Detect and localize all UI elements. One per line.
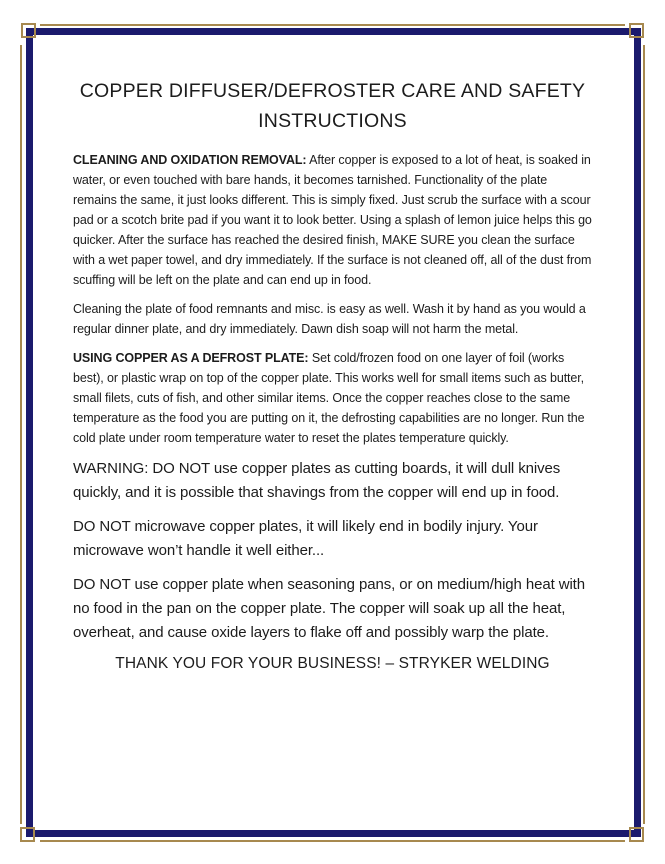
border-corner-ornament-bottom-left (20, 827, 35, 842)
closing-line: THANK YOU FOR YOUR BUSINESS! – STRYKER WELDING (115, 655, 550, 672)
border-corner-ornament-bottom-right (629, 827, 644, 842)
paragraph: USING COPPER AS A DEFROST PLATE: Set cold/frozen food on one layer of foil (works best), or plastic wrap on top of the copper plate. This works well for small items such as butter, small filets, cuts of fish, and other similar items. Once the copper reaches close to the same temperature as the food you are putting on it, the defrosting capabilities are no longer. Run the cold plate under room temperature water to reset the plates temperature quickly. (73, 351, 585, 445)
document-title (73, 76, 592, 136)
paragraph: DO NOT microwave copper plates, it will likely end in bodily injury. Your microwave won’t handle it well either... (73, 518, 538, 559)
paragraph-lead: USING COPPER AS A DEFROST PLATE: (73, 351, 309, 365)
paragraph: DO NOT use copper plate when seasoning pans, or on medium/high heat with no food in the pan on the copper plate. The copper will soak up all the heat, overheat, and cause oxide layers to flake off and possibly warp the plate. (73, 576, 585, 641)
border-corner-ornament-top-right (629, 23, 644, 38)
paragraph-lead: CLEANING AND OXIDATION REMOVAL: (73, 153, 307, 167)
paragraph: WARNING: DO NOT use copper plates as cutting boards, it will dull knives quickly, and it is possible that shavings from the copper will end up in food. (73, 460, 561, 501)
document-title-line-2: INSTRUCTIONS (258, 110, 407, 132)
instructions-body (73, 150, 592, 645)
document-title-line-1: COPPER DIFFUSER/DEFROSTER CARE AND SAFETY (79, 80, 586, 102)
document-content (73, 76, 592, 673)
border-corner-ornament-top-left (21, 23, 36, 38)
paragraph: Cleaning the plate of food remnants and misc. is easy as well. Wash it by hand as you would a regular dinner plate, and dry immediately. Dawn dish soap will not harm the metal. (73, 302, 586, 336)
paragraph: CLEANING AND OXIDATION REMOVAL: After copper is exposed to a lot of heat, is soaked in water, or even touched with bare hands, it becomes tarnished. Functionality of the plate remains the same, it just looks different. This is simply fixed. Just scrub the surface with a scour pad or a scotch brite pad if you want it to look better. Using a splash of lemon juice helps this go quicker. After the surface has reached the desired finish, MAKE SURE you clean the surface with a wet paper towel, and dry immediately. If the surface is not cleaned off, all of the dust from scuffing will be left on the plate and can end up in food. (73, 153, 592, 287)
